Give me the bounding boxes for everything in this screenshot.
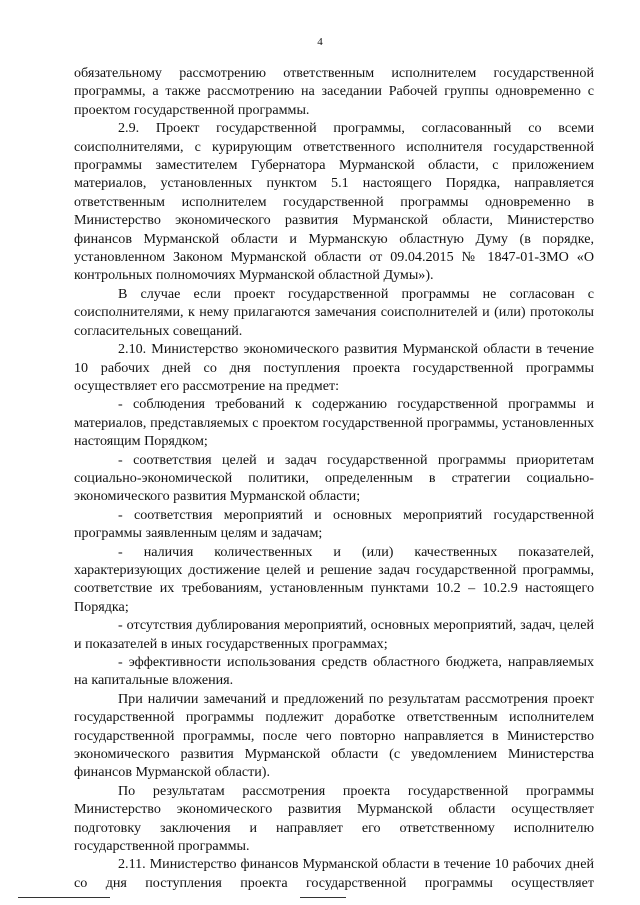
page-number: 4: [317, 36, 323, 48]
footer-rule-left: [18, 897, 110, 898]
paragraph: В случае если проект государственной программы не согласован с соисполнителями, к нему прилагаются замечания соисполнителей и (или) протоколы согласительных совещаний.: [74, 285, 594, 339]
paragraph: При наличии замечаний и предложений по результатам рассмотрения проект государственной программы подлежит доработке ответственным исполнителем государственной программы, после чего повторно направляется в Министерство экономического развития Мурманской области (с уведомлением Министерства финансов Мурманской области).: [74, 690, 594, 781]
paragraph: обязательному рассмотрению ответственным исполнителем государственной программы, а также рассмотрению на заседании Рабочей группы одновременно с проектом государственной программы.: [74, 65, 594, 118]
paragraph: - наличия количественных и (или) качественных показателей, характеризующих достижение целей и решение задач государственной программы, соответствие их требованиям, установленным пунктами 10.2 – 10.2.9 настоящего Порядка;: [74, 543, 594, 615]
paragraph: - отсутствия дублирования мероприятий, основных мероприятий, задач, целей и показателей в иных государственных программах;: [74, 617, 594, 652]
paragraph: 2.11. Министерство финансов Мурманской области в течение 10 рабочих дней со дня поступления проекта государственной программы осуществляет: [74, 856, 594, 891]
paragraph: - соблюдения требований к содержанию государственной программы и материалов, представляемых с проектом государственной программы, установленных настоящим Порядком;: [74, 396, 594, 450]
paragraph: 2.9. Проект государственной программы, согласованный со всеми соисполнителями, с курирующим ответственного исполнителя государственной программы заместителем Губернатора Мурманской области, с приложением материалов, установленных пунктом 5.1 настоящего Порядка, направляется ответственным исполнителем государственной программы одновременно в Министерство экономического развития Мурманской области, Министерство финансов Мурманской области и Мурманскую областную Думу (в порядке, установленном Законом Мурманской области от 09.04.2015 № 1847-01-ЗМО «О контрольных полномочиях Мурманской областной Думы»).: [74, 120, 594, 284]
document-body: [74, 64, 594, 892]
footer-rule-center: [300, 897, 346, 898]
paragraph: 2.10. Министерство экономического развития Мурманской области в течение 10 рабочих дней со дня поступления проекта государственной программы осуществляет его рассмотрение на предмет:: [74, 341, 594, 394]
paragraph: - соответствия мероприятий и основных мероприятий государственной программы заявленным целям и задачам;: [74, 506, 594, 542]
paragraph: По результатам рассмотрения проекта государственной программы Министерство экономического развития Мурманской области осуществляет подготовку заключения и направляет его ответственному исполнителю государственной программы.: [74, 782, 594, 855]
paragraph: - соответствия целей и задач государственной программы приоритетам социально-экономической политики, определенным в стратегии социально-экономического развития Мурманской области;: [74, 451, 594, 505]
paragraph: - эффективности использования средств областного бюджета, направляемых на капитальные вложения.: [74, 654, 594, 689]
